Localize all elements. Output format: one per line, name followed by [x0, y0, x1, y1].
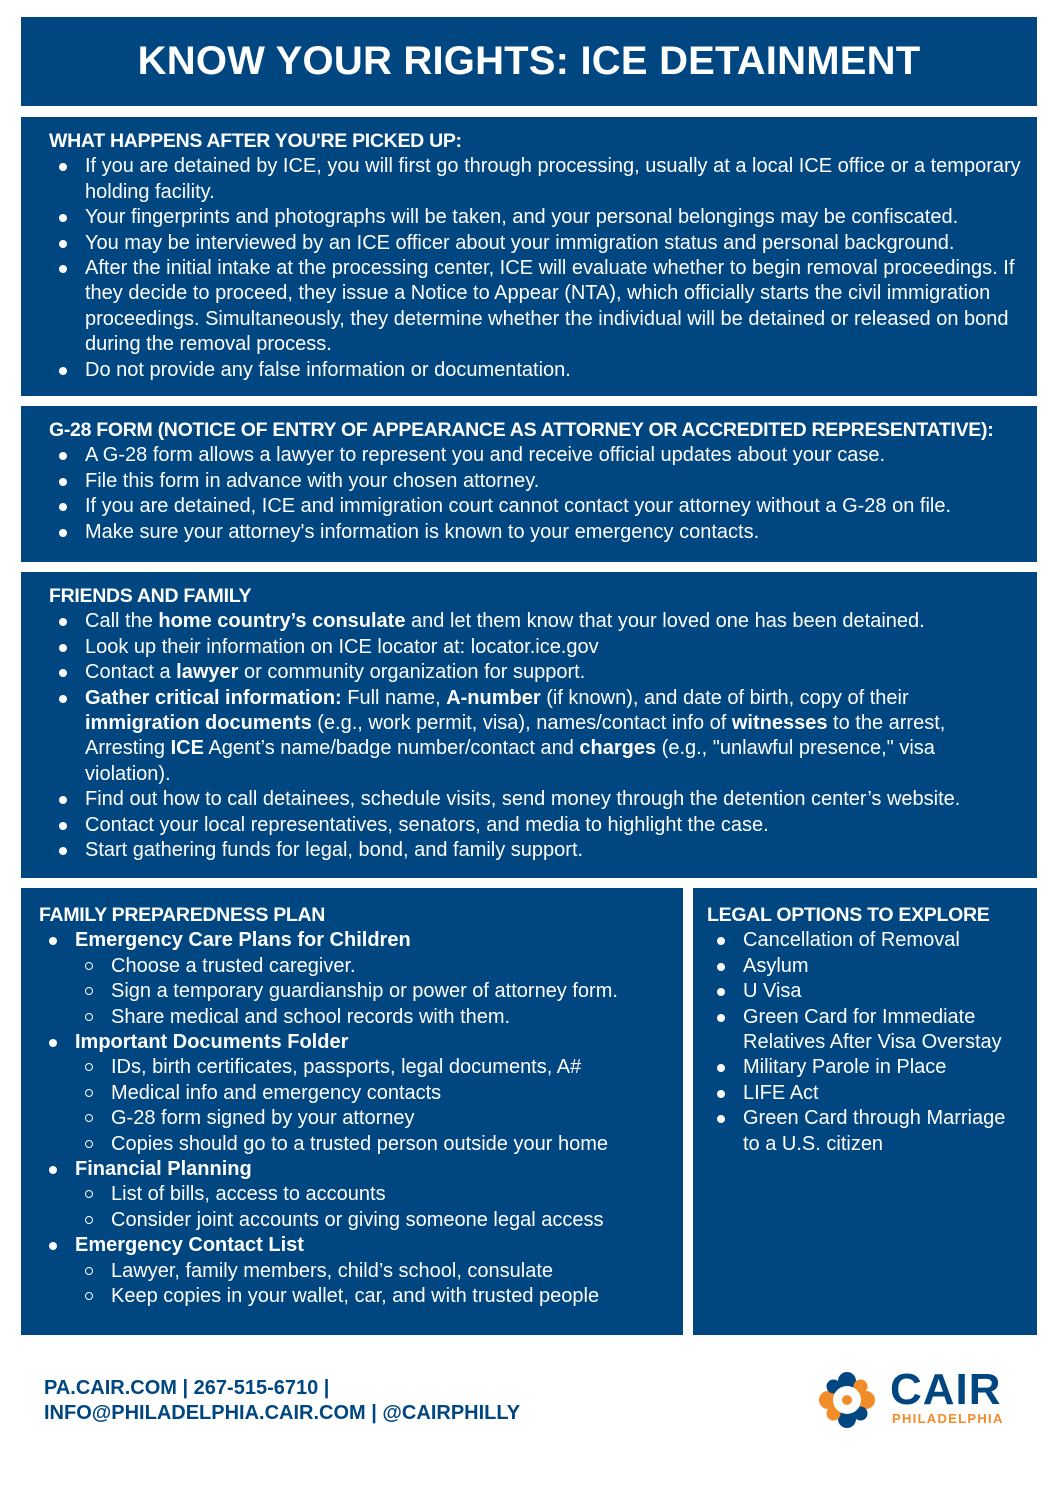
sub-list-item: Consider joint accounts or giving someone legal access	[75, 1208, 669, 1233]
bullet-list	[39, 928, 669, 1309]
section-after-pickup	[21, 117, 1037, 396]
list-item	[49, 686, 1023, 788]
sub-list-item: Copies should go to a trusted person outside your home	[75, 1132, 669, 1157]
list-item: Contact your local representatives, senators, and media to highlight the case.	[49, 813, 1023, 838]
sub-list	[75, 954, 669, 1030]
sub-list-item: Lawyer, family members, child’s school, consulate	[75, 1259, 669, 1284]
list-item: Look up their information on ICE locator at: locator.ice.gov	[49, 635, 1023, 660]
text: to the arrest, Arresting	[85, 712, 946, 760]
section-heading: G-28 FORM (NOTICE OF ENTRY OF APPEARANCE AS ATTORNEY OR ACCREDITED REPRESENTATIVE):	[49, 419, 994, 441]
sub-list-item: G-28 form signed by your attorney	[75, 1106, 669, 1131]
group-title: Important Documents Folder	[75, 1031, 349, 1054]
logo-mark-icon	[812, 1366, 882, 1434]
sub-list-item: Sign a temporary guardianship or power of attorney form.	[75, 979, 669, 1004]
list-item: Do not provide any false information or documentation.	[49, 358, 1023, 383]
sub-list-item: IDs, birth certificates, passports, legal documents, A#	[75, 1055, 669, 1080]
list-item: A G-28 form allows a lawyer to represent you and receive official updates about your case.	[49, 443, 1023, 468]
sub-list	[75, 1182, 669, 1233]
sub-list-item: Share medical and school records with them.	[75, 1005, 669, 1030]
bold-text: charges	[579, 737, 657, 760]
cair-logo	[812, 1366, 1017, 1434]
text: or community organization for support.	[238, 661, 586, 684]
bullet-list	[707, 928, 1027, 1157]
sub-list-item: Medical info and emergency contacts	[75, 1081, 669, 1106]
section-heading: LEGAL OPTIONS TO EXPLORE	[707, 904, 990, 926]
contact-line-email-social: INFO@PHILADELPHIA.CAIR.COM | @CAIRPHILLY	[44, 1402, 521, 1424]
list-item: Military Parole in Place	[707, 1055, 1027, 1080]
bullet-list	[49, 609, 1023, 863]
group-title: Emergency Care Plans for Children	[75, 929, 411, 952]
section-friends-family	[21, 572, 1037, 878]
text: (if known), and date of birth, copy of their	[540, 686, 909, 709]
bold-text: witnesses	[731, 712, 828, 735]
list-item	[39, 1030, 669, 1157]
list-item	[39, 1157, 669, 1233]
list-item: After the initial intake at the processing center, ICE will evaluate whether to begin removal proceedings. If they decide to proceed, they issue a Notice to Appear (NTA), which officially starts the civil immigration proceedings. Simultaneously, they determine whether the individual will be detained or released on bond during the removal process.	[49, 256, 1023, 358]
sub-list-item: Choose a trusted caregiver.	[75, 954, 669, 979]
list-item: Start gathering funds for legal, bond, and family support.	[49, 838, 1023, 863]
footer-contact	[44, 1376, 520, 1426]
text: Full name,	[341, 686, 447, 709]
list-item: Cancellation of Removal	[707, 928, 1027, 953]
bold-text: A-number	[446, 686, 541, 709]
sub-list	[75, 1259, 669, 1310]
bold-text: home country’s consulate	[158, 610, 406, 633]
list-item	[39, 928, 669, 1030]
section-heading: FRIENDS AND FAMILY	[49, 585, 252, 607]
list-item	[49, 660, 1023, 685]
list-item: Green Card through Marriage to a U.S. citizen	[707, 1106, 1027, 1157]
list-item: Make sure your attorney's information is known to your emergency contacts.	[49, 520, 1023, 545]
contact-line-web-phone: PA.CAIR.COM | 267-515-6710 |	[44, 1377, 330, 1399]
list-item	[39, 1233, 669, 1309]
text: (e.g., "unlawful presence," visa violation).	[85, 737, 935, 785]
text: Agent’s name/badge number/contact and	[203, 737, 580, 760]
logo-city: PHILADELPHIA	[892, 1411, 1004, 1426]
sub-list-item: Keep copies in your wallet, car, and with trusted people	[75, 1284, 669, 1309]
list-item: If you are detained, ICE and immigration court cannot contact your attorney without a G-28 on file.	[49, 494, 1023, 519]
list-item: Your fingerprints and photographs will be taken, and your personal belongings may be confiscated.	[49, 205, 1023, 230]
list-item: If you are detained by ICE, you will first go through processing, usually at a local ICE office or a temporary holding facility.	[49, 154, 1023, 205]
list-item: Find out how to call detainees, schedule visits, send money through the detention center’s website.	[49, 787, 1023, 812]
bold-text: ICE	[170, 737, 204, 760]
bold-text: lawyer	[176, 661, 239, 684]
list-item: Asylum	[707, 954, 1027, 979]
text: Contact a	[85, 661, 177, 684]
list-item: You may be interviewed by an ICE officer about your immigration status and personal background.	[49, 231, 1023, 256]
title-banner	[21, 17, 1037, 106]
section-heading: WHAT HAPPENS AFTER YOU'RE PICKED UP:	[49, 130, 462, 152]
section-legal-options	[693, 888, 1037, 1335]
group-title: Emergency Contact List	[75, 1234, 304, 1257]
bold-text: immigration documents	[85, 712, 312, 735]
text: Call the	[85, 610, 159, 633]
page-title: KNOW YOUR RIGHTS: ICE DETAINMENT	[137, 39, 921, 83]
logo-name: CAIR	[890, 1365, 1002, 1414]
section-g28-form	[21, 406, 1037, 562]
group-title: Financial Planning	[75, 1158, 252, 1181]
bullet-list	[49, 443, 1023, 545]
text: (e.g., work permit, visa), names/contact info of	[311, 712, 732, 735]
list-item: Green Card for Immediate Relatives After Visa Overstay	[707, 1005, 1027, 1056]
section-heading: FAMILY PREPAREDNESS PLAN	[39, 904, 326, 926]
list-item: U Visa	[707, 979, 1027, 1004]
list-item	[49, 609, 1023, 634]
sub-list	[75, 1055, 669, 1157]
list-item: File this form in advance with your chosen attorney.	[49, 469, 1023, 494]
list-item: LIFE Act	[707, 1081, 1027, 1106]
text: and let them know that your loved one has been detained.	[405, 610, 925, 633]
bold-text: Gather critical information:	[85, 686, 342, 709]
bullet-list	[49, 154, 1023, 383]
section-family-preparedness	[21, 888, 683, 1335]
sub-list-item: List of bills, access to accounts	[75, 1182, 669, 1207]
